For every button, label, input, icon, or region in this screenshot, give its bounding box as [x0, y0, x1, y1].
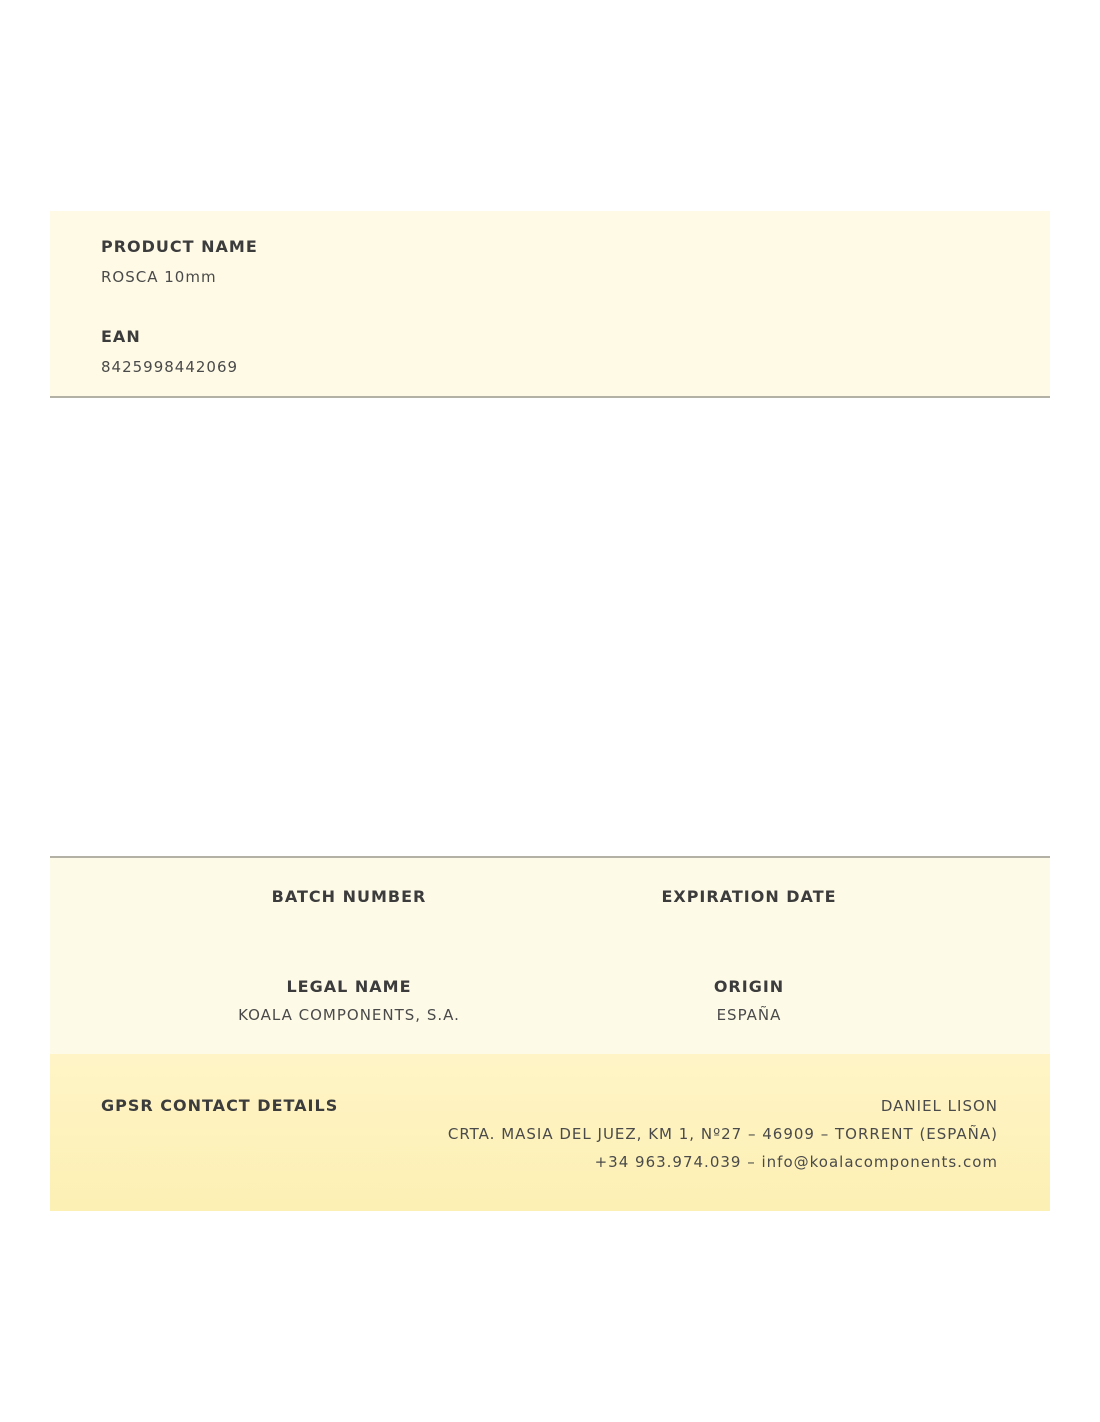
- gpsr-contact-label: GPSR CONTACT DETAILS: [101, 1096, 339, 1115]
- legal-name-value: KOALA COMPONENTS, S.A.: [238, 1006, 460, 1024]
- origin-value: ESPAÑA: [716, 1006, 782, 1024]
- gpsr-contact-phone-email: +34 963.974.039 – info@koalacomponents.com: [594, 1153, 998, 1171]
- product-name-value: ROSCA 10mm: [101, 268, 217, 286]
- expiration-date-label: EXPIRATION DATE: [661, 887, 837, 906]
- product-name-label: PRODUCT NAME: [101, 237, 258, 256]
- batch-number-label: BATCH NUMBER: [271, 887, 427, 906]
- gpsr-contact-panel: [50, 1054, 1050, 1211]
- gpsr-contact-name: DANIEL LISON: [880, 1097, 998, 1115]
- ean-label: EAN: [101, 327, 141, 346]
- ean-value: 8425998442069: [101, 358, 239, 376]
- product-info-panel: [50, 211, 1050, 398]
- gpsr-contact-lines: [448, 1096, 998, 1180]
- legal-name-label: LEGAL NAME: [286, 977, 412, 996]
- origin-label: ORIGIN: [713, 977, 785, 996]
- batch-legal-panel: [50, 856, 1050, 1056]
- gpsr-contact-address: CRTA. MASIA DEL JUEZ, KM 1, Nº27 – 46909 – TORRENT (ESPAÑA): [447, 1125, 998, 1143]
